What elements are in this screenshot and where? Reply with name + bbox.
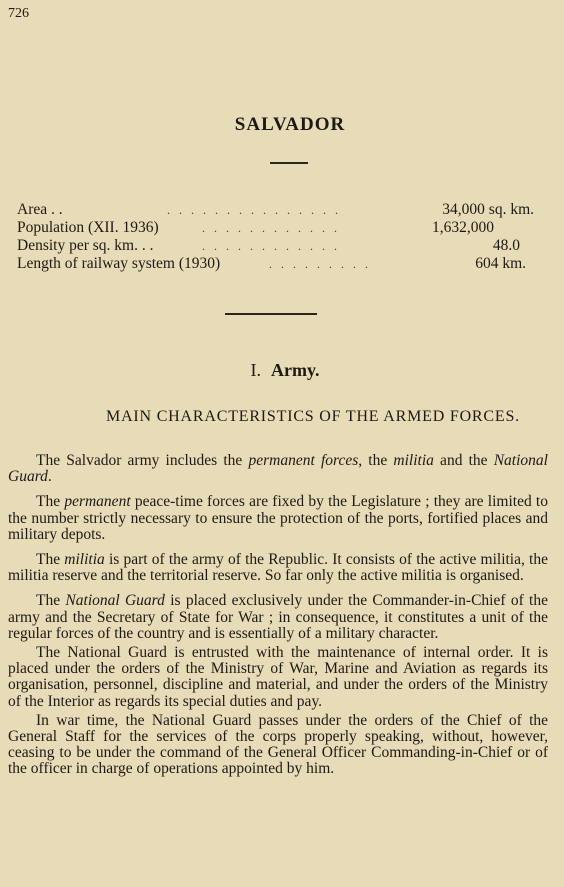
paragraph-permanent-forces: The permanent peace-time forces are fixed by the Legislature ; they are limited to the number strictly necessary to ensure the protection of the ports, fortified places and military depots. bbox=[8, 493, 548, 543]
stat-value: 34,000 sq. km. bbox=[442, 201, 534, 218]
section-number: I. bbox=[250, 360, 261, 380]
stat-value: 604 km. bbox=[475, 255, 526, 272]
stat-row-railway bbox=[17, 255, 534, 273]
stat-row-area bbox=[17, 201, 534, 219]
title-rule bbox=[270, 162, 308, 164]
stat-leader-dots: . . . . . . . . . . . . bbox=[202, 239, 340, 253]
paragraph-war-time: In war time, the National Guard passes under the orders of the Chief of the General Staff for the services of the corps properly speaking, without, however, ceasing to be under the command of the General Officer Commanding-in-Chief or of the officer in charge of operations appointed by him. bbox=[8, 711, 548, 778]
stat-row-density bbox=[17, 237, 534, 255]
stat-leader-dots: . . . . . . . . . . . . bbox=[202, 221, 340, 235]
stat-label: Population (XII. 1936) bbox=[17, 219, 159, 236]
body-text bbox=[8, 453, 548, 781]
statistics-table bbox=[17, 201, 534, 273]
country-title: SALVADOR bbox=[234, 114, 346, 135]
paragraph-guard-duties: The National Guard is entrusted with the maintenance of internal order. It is placed under the orders of the Ministry of War, Marine and Aviation as regards its organisation, personnel, discipline and material, and under the orders of the Ministry of the Interior as regards its special duties and pay. bbox=[8, 644, 548, 710]
stat-leader-dots: . . . . . . . . . . . . . . . bbox=[167, 203, 341, 217]
page-number: 726 bbox=[8, 6, 29, 21]
stat-row-population bbox=[17, 219, 534, 237]
subheading: MAIN CHARACTERISTICS OF THE ARMED FORCES. bbox=[106, 408, 520, 425]
stat-value: 48.0 bbox=[492, 237, 520, 254]
stat-label: Density per sq. km. . . bbox=[17, 237, 154, 254]
paragraph-national-guard: The National Guard is placed exclusively under the Commander-in-Chief of the army and the Secretary of State for War ; in consequence, it constitutes a unit of the regular forces of the country and is essentially of a military character. bbox=[8, 592, 548, 642]
stats-rule bbox=[225, 313, 317, 315]
paragraph-army-composition: The Salvador army includes the permanent forces, the militia and the National Guard. bbox=[8, 452, 548, 486]
section-heading bbox=[0, 360, 564, 381]
stat-label: Length of railway system (1930) bbox=[17, 255, 221, 272]
stat-leader-dots: . . . . . . . . . bbox=[269, 257, 371, 271]
paragraph-militia: The militia is part of the army of the Republic. It consists of the active militia, the militia reserve and the territorial reserve. So far only the active militia is organised. bbox=[8, 551, 548, 585]
stat-value: 1,632,000 bbox=[432, 219, 494, 236]
stat-label: Area . . bbox=[17, 201, 63, 218]
section-title: Army. bbox=[271, 360, 320, 380]
